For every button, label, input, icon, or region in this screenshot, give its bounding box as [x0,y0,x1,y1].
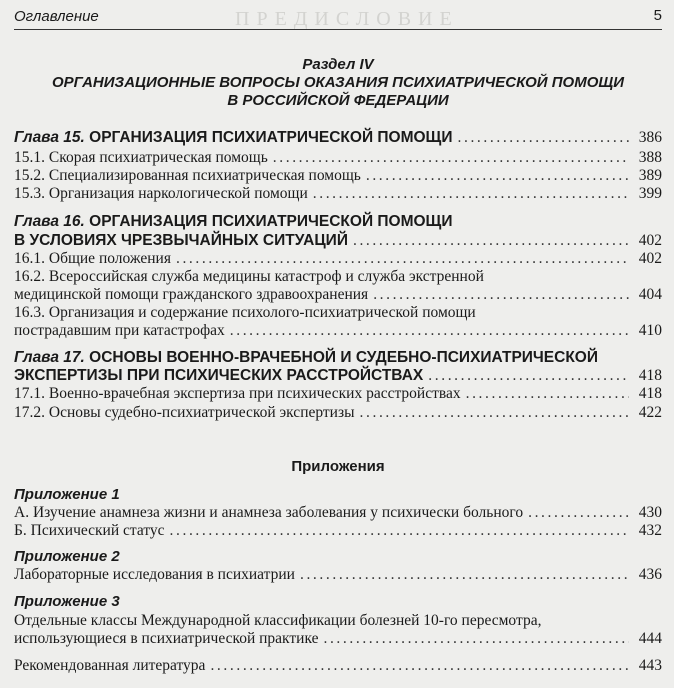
toc-item-text: Лабораторные исследования в психиатрии [14,566,295,583]
toc-item-17-1[interactable] [14,384,662,403]
leader-dots [353,231,629,250]
leader-dots [176,249,629,268]
toc-page: 418 [638,385,662,402]
leader-dots [360,403,629,422]
section-label: Раздел IV [302,56,374,73]
toc-page: 443 [638,657,662,674]
leader-dots [170,521,629,540]
toc-page: 399 [638,185,662,202]
toc-item-text: А. Изучение анамнеза жизни и анамнеза заболевания у психически больного [14,504,524,521]
section-title-line1: ОРГАНИЗАЦИОННЫЕ ВОПРОСЫ ОКАЗАНИЯ ПСИХИАТРИЧЕСКОЙ ПОМОЩИ [51,74,625,91]
toc-chapter-16-line1[interactable] [14,212,662,231]
toc-page: 410 [638,322,662,339]
toc-appendix-3-line2[interactable] [14,629,662,648]
toc-appendix-3-line1[interactable]: Отдельные классы Международной классификации болезней 10-го пересмотра, [14,612,542,629]
leader-dots [210,656,629,675]
toc-chapter-17-line2[interactable] [14,366,662,385]
appendix-1-label: Приложение 1 [14,486,120,503]
appendices-heading: Приложения [291,458,385,475]
toc-item-17-2[interactable] [14,403,662,422]
chapter-prefix: Глава 16. [14,213,85,230]
toc-page: 386 [638,129,662,146]
toc-page: 432 [638,522,662,539]
toc-appendix-2[interactable] [14,565,662,584]
chapter-title: ОРГАНИЗАЦИЯ ПСИХИАТРИЧЕСКОЙ ПОМОЩИ [89,129,453,146]
chapter-title-line2: ЭКСПЕРТИЗЫ ПРИ ПСИХИЧЕСКИХ РАССТРОЙСТВАХ [14,367,424,384]
leader-dots [366,166,629,185]
chapter-title-line1: ОРГАНИЗАЦИЯ ПСИХИАТРИЧЕСКОЙ ПОМОЩИ [89,213,453,230]
toc-item-15-1[interactable] [14,148,662,167]
toc-page: 418 [638,367,662,384]
running-header [14,6,662,28]
toc-item-15-3[interactable] [14,184,662,203]
toc-item-text: Б. Психический статус [14,522,165,539]
header-rule [14,29,662,30]
page-number: 5 [653,7,662,24]
toc-item-text: 17.2. Основы судебно-психиатрической экспертизы [14,404,355,421]
toc-page: 422 [638,404,662,421]
toc-item-text: 15.3. Организация наркологической помощи [14,185,308,202]
toc-page: 436 [638,566,662,583]
appendix-2-label: Приложение 2 [14,548,120,565]
leader-dots [323,629,629,648]
leader-dots [466,384,629,403]
toc-item-text: медицинской помощи гражданского здравоохранения [14,286,369,303]
toc-appendix-1b[interactable] [14,521,662,540]
running-header-title: Оглавление [14,8,99,25]
leader-dots [428,366,629,385]
toc-item-text: 15.1. Скорая психиатрическая помощь [14,149,268,166]
toc-item-16-2-line1[interactable]: 16.2. Всероссийская служба медицины катастроф и служба экстренной [14,268,484,285]
toc-item-text: пострадавшим при катастрофах [14,322,225,339]
toc-item-16-2-line2[interactable] [14,285,662,304]
toc-chapter-16-line2[interactable] [14,231,662,250]
toc-page: 444 [638,630,662,647]
toc-literature[interactable] [14,656,662,675]
toc-item-text: Рекомендованная литература [14,657,206,674]
chapter-title-line2: В УСЛОВИЯХ ЧРЕЗВЫЧАЙНЫХ СИТУАЦИЙ [14,232,348,249]
chapter-prefix: Глава 15. [14,129,85,146]
toc-chapter-15[interactable] [14,128,662,147]
toc-page: 388 [638,149,662,166]
toc-item-text: 15.2. Специализированная психиатрическая помощь [14,167,361,184]
toc-item-text: использующиеся в психиатрической практике [14,630,319,647]
toc-page: 404 [638,286,662,303]
leader-dots [313,184,629,203]
chapter-prefix: Глава 17. [14,349,85,366]
chapter-title-line1: ОСНОВЫ ВОЕННО-ВРАЧЕБНОЙ И СУДЕБНО-ПСИХИАТРИЧЕСКОЙ [89,349,598,366]
toc-page: 430 [638,504,662,521]
toc-appendix-1a[interactable] [14,503,662,522]
toc-item-15-2[interactable] [14,166,662,185]
leader-dots [458,128,630,147]
bleed-through-text: ПРЕДИСЛОВИЕ [235,8,459,30]
toc-chapter-17-line1[interactable] [14,348,662,367]
toc-item-text: 17.1. Военно-врачебная экспертиза при психических расстройствах [14,385,461,402]
toc-page: 402 [638,250,662,267]
section-title-line2: В РОССИЙСКОЙ ФЕДЕРАЦИИ [227,92,449,109]
toc-page: 389 [638,167,662,184]
toc-item-16-3-line1[interactable]: 16.3. Организация и содержание психолого-психиатрической помощи [14,304,476,321]
toc-item-16-1[interactable] [14,249,662,268]
toc-item-text: 16.1. Общие положения [14,250,171,267]
leader-dots [300,565,629,584]
leader-dots [273,148,629,167]
leader-dots [230,321,629,340]
toc-page: 402 [638,232,662,249]
leader-dots [528,503,629,522]
leader-dots [373,285,629,304]
appendix-3-label: Приложение 3 [14,593,120,610]
toc-item-16-3-line2[interactable] [14,321,662,340]
